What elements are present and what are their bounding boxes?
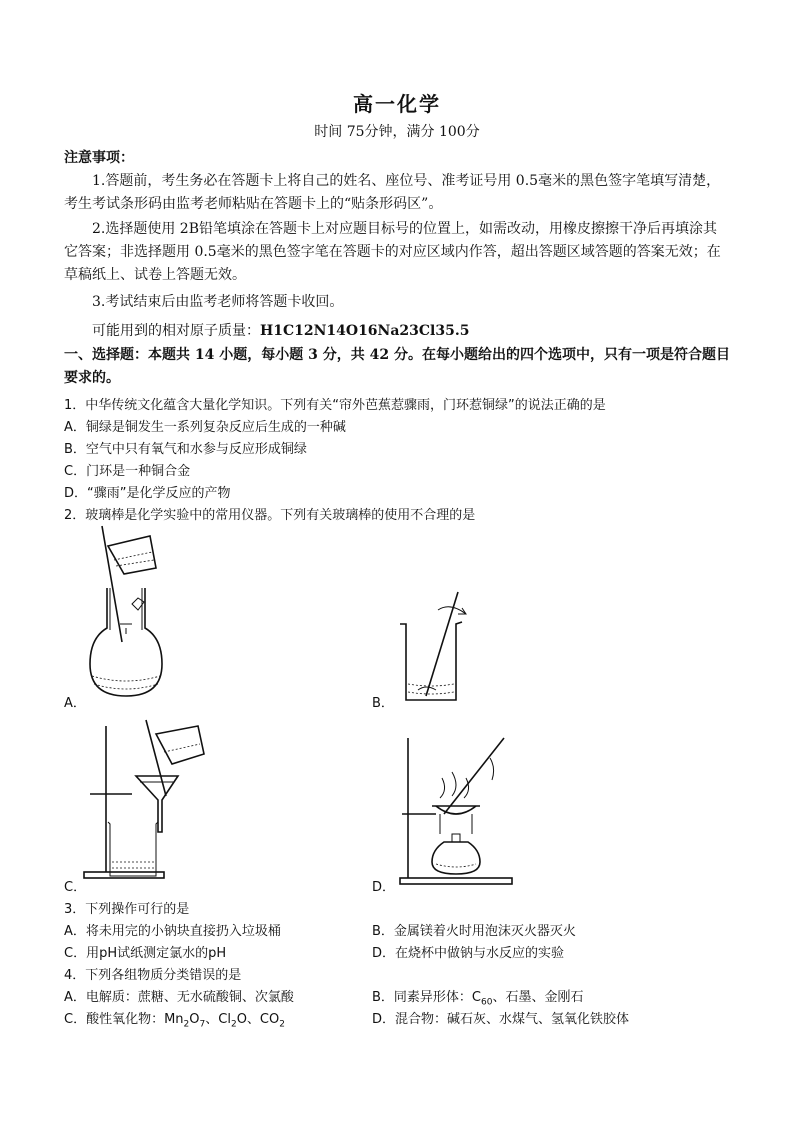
q1-option-d: D．“骤雨”是化学反应的产物: [64, 486, 231, 501]
q1-stem: 1．中华传统文化蕴含大量化学知识。下列有关“帘外芭蕉惹骤雨，门环惹铜绿”的说法正确的是: [64, 398, 606, 413]
q4-c-mid2: 、Cl: [205, 1012, 231, 1027]
q4-stem: 4．下列各组物质分类错误的是: [64, 968, 242, 983]
q1-option-c: C．门环是一种铜合金: [64, 464, 191, 479]
q1-option-a: A．铜绿是铜发生一系列复杂反应后生成的一种碱: [64, 420, 346, 435]
notice-item-1: 1.答题前，考生务必在答题卡上将自己的姓名、座位号、准考证号用 0.5毫米的黑色签字笔填写清楚，考生考试条形码由监考老师粘贴在答题卡上的“贴条形码区”。: [64, 173, 721, 212]
figure-a-volumetric-flask: [80, 524, 170, 704]
atomic-mass-line: [92, 320, 469, 340]
q4-option-a: A．电解质：蔗糖、无水硫酸铜、次氯酸: [64, 990, 294, 1005]
q3-option-b: B．金属镁着火时用泡沫灭火器灭火: [372, 924, 576, 939]
q4-c-sub3: 2: [230, 1019, 237, 1030]
q4-option-b-sub: 60: [481, 997, 493, 1008]
figure-c-label: C．: [64, 880, 87, 895]
q3-option-d: D．在烧杯中做钠与水反应的实验: [372, 946, 565, 961]
figure-a-label: A．: [64, 696, 86, 711]
exam-time-info: 时间 75分钟，满分 100分: [314, 124, 480, 140]
figure-b-label: B．: [372, 696, 394, 711]
q4-c-sub2: 7: [199, 1019, 206, 1030]
q4-option-c: [64, 1008, 285, 1030]
notice-heading: 注意事项：: [64, 150, 134, 166]
section-heading: 一、选择题：本题共 14 小题，每小题 3 分，共 42 分。在每小题给出的四个选项中，只有一项是符合题目要求的。: [64, 347, 730, 386]
figure-d-evaporation: [396, 734, 526, 890]
q4-option-d: D．混合物：碱石灰、水煤气、氢氧化铁胶体: [372, 1012, 630, 1027]
q4-option-b-suffix: 、石墨、金刚石: [492, 990, 584, 1005]
q4-c-sub1: 2: [183, 1019, 190, 1030]
figure-d-label: D．: [372, 880, 396, 895]
atomic-mass-values: H1C12N14O16Na23Cl35.5: [260, 323, 470, 339]
q3-option-c: C．用pH试纸测定氯水的pH: [64, 946, 227, 961]
notice-item-2: 2.选择题使用 2B铅笔填涂在答题卡上对应题目标号的位置上，如需改动，用橡皮擦擦干净后再填涂其它答案；非选择题用 0.5毫米的黑色签字笔在答题卡的对应区域内作答，超出答题区域答题的答案无效；在草稿纸上、试卷上答题无效。: [64, 221, 721, 283]
figure-b-beaker-stirring: [396, 588, 486, 706]
q4-c-mid1: O: [189, 1012, 200, 1027]
q4-c-mid3: O、CO: [236, 1012, 280, 1027]
q2-stem: 2．玻璃棒是化学实验中的常用仪器。下列有关玻璃棒的使用不合理的是: [64, 508, 476, 523]
atomic-mass-label: 可能用到的相对原子质量：: [92, 323, 260, 339]
notice-item-3: 3.考试结束后由监考老师将答题卡收回。: [92, 294, 344, 310]
q4-option-c-text: C．酸性氧化物：Mn: [64, 1012, 184, 1027]
q4-c-sub4: 2: [279, 1019, 285, 1030]
page-title: 高一化学: [353, 92, 441, 116]
q4-option-b-text: B．同素异形体：C: [372, 990, 481, 1005]
q4-option-b: [372, 986, 583, 1008]
figure-c-filtration: [80, 712, 220, 882]
q3-option-a: A．将未用完的小钠块直接扔入垃圾桶: [64, 924, 281, 939]
q1-option-b: B．空气中只有氧气和水参与反应形成铜绿: [64, 442, 307, 457]
q3-stem: 3．下列操作可行的是: [64, 902, 190, 917]
